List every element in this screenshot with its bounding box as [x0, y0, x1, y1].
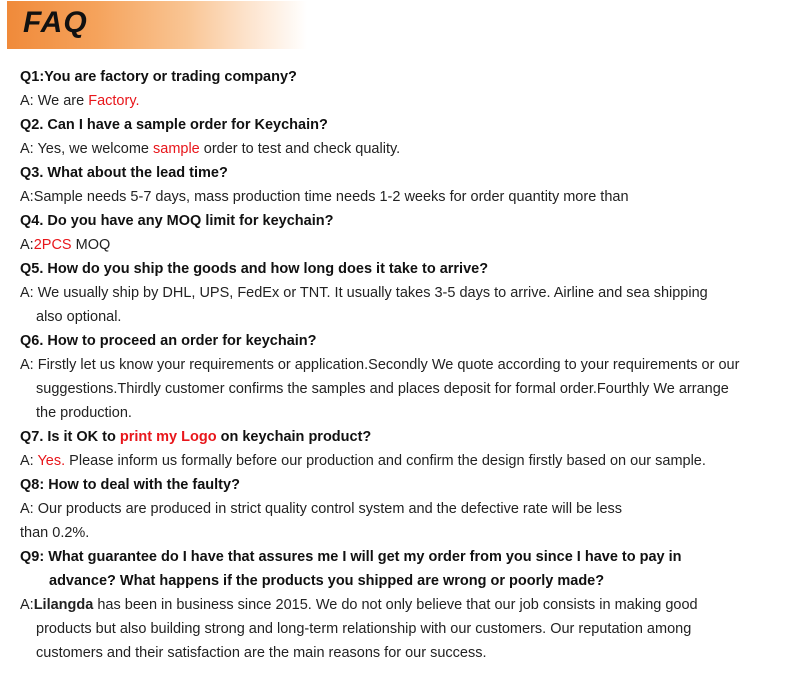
answer-text: MOQ: [71, 237, 111, 253]
faq-question-1: Q1:You are factory or trading company?: [20, 69, 297, 85]
answer-text: has been in business since 2015. We do not only believe that our job consists in making good: [93, 597, 698, 613]
faq-answer-9-line-1: [20, 593, 780, 617]
answer-text: A: Yes, we welcome: [20, 141, 153, 157]
faq-answer-8-line-2: than 0.2%.: [20, 525, 90, 541]
brand-name: Lilangda: [33, 597, 94, 613]
answer-highlight: Factory.: [88, 93, 140, 109]
answer-text: A:: [20, 597, 34, 613]
faq-header-band: [7, 1, 307, 49]
question-text: on keychain product?: [216, 429, 372, 445]
faq-question-4: Q4. Do you have any MOQ limit for keychain?: [20, 213, 334, 229]
faq-question-9-line-1: Q9: What guarantee do I have that assures me I will get my order from you since I have to pay in: [20, 549, 682, 565]
faq-question-9-line-2: advance? What happens if the products you shipped are wrong or poorly made?: [49, 573, 605, 589]
answer-text: A:: [20, 453, 38, 469]
faq-answer-7: [20, 449, 780, 473]
faq-answer-6-line-2: suggestions.Thirdly customer confirms the samples and places deposit for formal order.Fourthly We arrange: [36, 381, 729, 397]
faq-answer-9-line-3: customers and their satisfaction are the main reasons for our success.: [36, 645, 487, 661]
answer-highlight: sample: [153, 141, 200, 157]
question-text: Q7. Is it OK to: [20, 429, 120, 445]
faq-question-3: Q3. What about the lead time?: [20, 165, 228, 181]
faq-question-8: Q8: How to deal with the faulty?: [20, 477, 240, 493]
answer-highlight: Yes.: [37, 453, 66, 469]
page-title: FAQ: [23, 6, 88, 39]
faq-answer-8-line-1: A: Our products are produced in strict quality control system and the defective rate will be less: [20, 501, 623, 517]
faq-answer-5-line-2: also optional.: [36, 309, 122, 325]
answer-text: order to test and check quality.: [199, 141, 401, 157]
faq-answer-6-line-1: A: Firstly let us know your requirements or application.Secondly We quote according to your requirements or our: [20, 357, 740, 373]
faq-answer-9-line-2: products but also building strong and long-term relationship with our customers. Our reputation among: [36, 621, 692, 637]
answer-text: A:: [20, 237, 34, 253]
answer-text: A: We are: [20, 93, 89, 109]
faq-answer-6-line-3: the production.: [36, 405, 132, 421]
faq-question-5: Q5. How do you ship the goods and how long does it take to arrive?: [20, 261, 489, 277]
faq-answer-4: [20, 233, 780, 257]
faq-question-7: [20, 425, 780, 449]
faq-question-6: Q6. How to proceed an order for keychain?: [20, 333, 317, 349]
answer-highlight: 2PCS: [33, 237, 72, 253]
question-highlight: print my Logo: [119, 429, 217, 445]
faq-list: [20, 65, 780, 665]
faq-question-2: Q2. Can I have a sample order for Keychain?: [20, 117, 328, 133]
faq-answer-1: [20, 89, 780, 113]
faq-answer-3: A:Sample needs 5-7 days, mass production time needs 1-2 weeks for order quantity more than: [20, 189, 629, 205]
faq-answer-2: [20, 137, 780, 161]
faq-answer-5-line-1: A: We usually ship by DHL, UPS, FedEx or TNT. It usually takes 3-5 days to arrive. Airline and sea shipping: [20, 285, 708, 301]
answer-text: Please inform us formally before our production and confirm the design firstly based on our sample.: [65, 453, 706, 469]
